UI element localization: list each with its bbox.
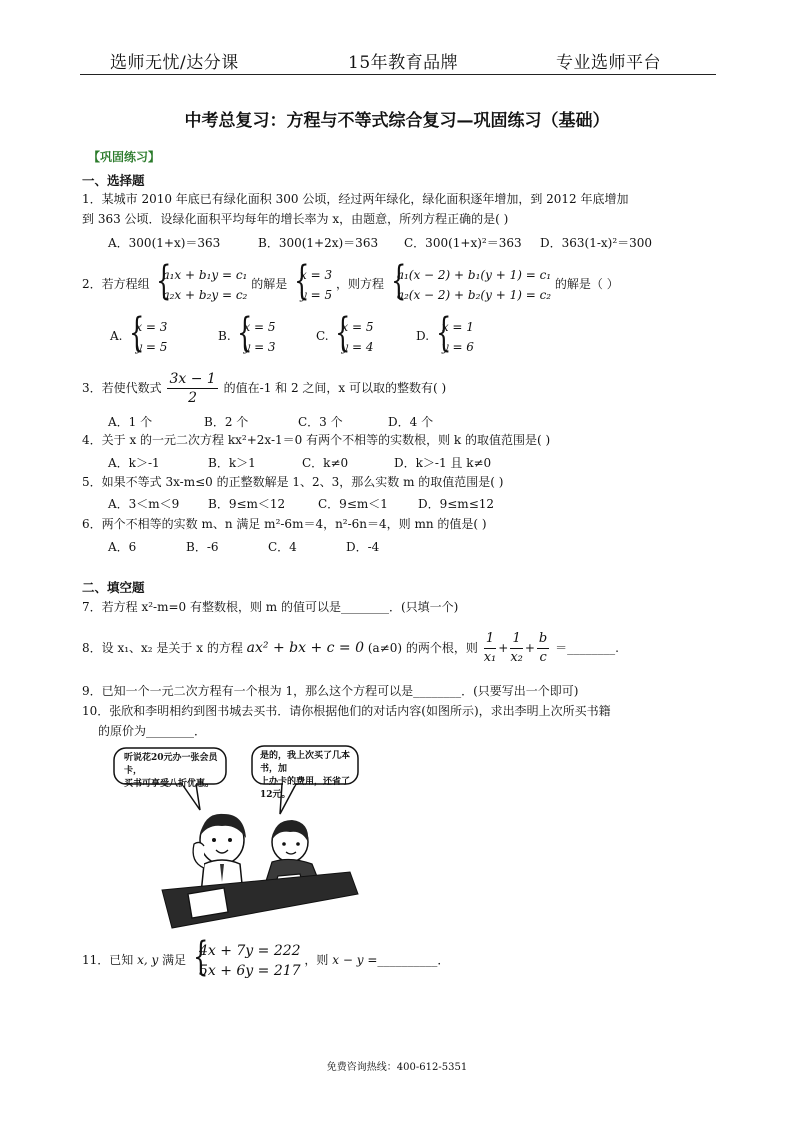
q11-system-row-1: { 4x + 7y = 222 bbox=[198, 942, 301, 959]
header-slogan: 15年教育品牌 bbox=[348, 53, 459, 73]
right-bubble-text bbox=[260, 750, 360, 802]
left-bubble-line-2: 买书可享受八折优惠。 bbox=[124, 779, 215, 789]
q2-option-b-label: B. bbox=[218, 329, 231, 343]
q3-option-a: A．1 个 bbox=[108, 415, 153, 429]
q2-suffix: 的解是（ ） bbox=[554, 277, 619, 291]
q2-option-c-row-2: y = 4 bbox=[341, 339, 374, 354]
q8: 8．设 x₁、x₂ 是关于 x 的方程 ax² + bx + c = 0 (a≠0) 的两个根，则 $\frac{1}{\text{x₁}}$ + $\frac{1}{\text{x₂}}$ + $\frac{b}{c}$ ＝________. bbox=[82, 631, 619, 665]
q2-system-3-row-1: { a₁(x − 2) + b₁(y + 1) = c₁ bbox=[396, 267, 552, 282]
q6-option-d: D．-4 bbox=[346, 540, 380, 554]
q6-option-b: B．-6 bbox=[186, 540, 219, 554]
q2-option-b-system bbox=[234, 317, 275, 357]
q4-option-c: C．k≠0 bbox=[302, 456, 349, 470]
q2-option-d-label: D. bbox=[416, 329, 430, 343]
q2 bbox=[82, 262, 619, 306]
q8-condition: (a≠0) 的两个根，则 bbox=[367, 641, 478, 655]
right-bubble-line-2: 上办卡的费用，还省了12元。 bbox=[260, 777, 351, 800]
q8-suffix: ＝________. bbox=[555, 641, 619, 655]
q4-option-d: D．k＞-1 且 k≠0 bbox=[394, 456, 492, 470]
q2-text-solution: 的解是 bbox=[251, 277, 288, 291]
q2-system-1 bbox=[153, 265, 247, 305]
q2-system-2 bbox=[291, 265, 332, 305]
q3-suffix: 的值在-1 和 2 之间，x 可以取的整数有( ) bbox=[223, 381, 447, 395]
q5-option-d: D．9≤m≤12 bbox=[418, 497, 495, 511]
q2-option-b-row-2: y = 3 bbox=[243, 339, 276, 354]
q2-option-a bbox=[110, 316, 167, 356]
q8-fraction-2 bbox=[510, 630, 523, 667]
q6-option-a: A．6 bbox=[108, 540, 137, 554]
q2-text-then: ，则方程 bbox=[335, 277, 384, 291]
q9: 9．已知一个一元二次方程有一个根为 1，那么这个方程可以是________．(只要写出一个即可) bbox=[82, 684, 579, 698]
q6: 6．两个不相等的实数 m、n 满足 m²-6m＝4，n²-6n＝4，则 mn 的值是( ) bbox=[82, 517, 487, 531]
q2-system-1-row-1: { a₁x + b₁y = c₁ bbox=[162, 267, 248, 282]
q2-option-d-row-1: { x = 1 bbox=[441, 319, 474, 334]
q11-suffix: =__________． bbox=[367, 953, 450, 967]
q3-numerator: 3x − 1 bbox=[169, 371, 216, 387]
q2-option-c bbox=[316, 316, 374, 356]
q2-option-a-label: A. bbox=[110, 329, 123, 343]
q3 bbox=[82, 368, 446, 408]
q2-option-a-row-2: y = 5 bbox=[135, 339, 168, 354]
q8-fraction-1-den: x₁ bbox=[483, 650, 497, 665]
q1-line1: 1．某城市 2010 年底已有绿化面积 300 公顷，经过两年绿化，绿化面积逐年增加，到 2012 年底增加 bbox=[82, 192, 629, 206]
header-platform: 专业选师平台 bbox=[556, 53, 661, 73]
q2-option-c-label: C. bbox=[316, 329, 329, 343]
q2-option-b bbox=[218, 316, 276, 356]
q2-system-2-row-1: { x = 3 bbox=[300, 267, 333, 282]
q2-system-2-row-2: y = 5 bbox=[300, 287, 333, 302]
q5: 5．如果不等式 3x-m≤0 的正整数解是 1、2、3，那么实数 m 的取值范围是( ) bbox=[82, 475, 504, 489]
header-brand: 选师无忧/达分课 bbox=[110, 53, 239, 73]
q11-text-then: ，则 bbox=[304, 953, 329, 967]
q2-option-c-system bbox=[332, 317, 373, 357]
page-title: 中考总复习：方程与不等式综合复习—巩固练习（基础） bbox=[184, 111, 610, 131]
q8-fraction-3-den: c bbox=[539, 650, 547, 665]
q8-prefix: 8．设 x₁、x₂ 是关于 x 的方程 bbox=[82, 641, 243, 655]
q3-denominator: 2 bbox=[188, 390, 198, 406]
q3-option-c: C．3 个 bbox=[298, 415, 343, 429]
part2-heading: 二、填空题 bbox=[82, 580, 145, 595]
q8-equation: ax² + bx + c = 0 bbox=[246, 640, 365, 656]
q6-option-c: C．4 bbox=[268, 540, 297, 554]
left-bubble-line-1: 听说花20元办一张会员卡， bbox=[124, 753, 218, 776]
footer-hotline: 免费咨询热线：400-612-5351 bbox=[326, 1062, 468, 1073]
q2-system-1-row-2: a₂x + b₂y = c₂ bbox=[162, 287, 248, 302]
q8-fraction-3 bbox=[537, 630, 549, 667]
q1-option-a: A．300(1+x)＝363 bbox=[108, 236, 221, 250]
q11-expression: x − y bbox=[332, 953, 364, 967]
q2-option-c-row-1: { x = 5 bbox=[341, 319, 374, 334]
q2-option-b-row-1: { x = 5 bbox=[243, 319, 276, 334]
q5-option-b: B．9≤m＜12 bbox=[208, 497, 286, 511]
q8-fraction-2-num: 1 bbox=[510, 630, 523, 649]
q3-fraction bbox=[167, 370, 217, 407]
q8-fraction-3-num: b bbox=[537, 630, 549, 649]
q10-line2: 的原价为________． bbox=[98, 724, 207, 738]
right-bubble-line-1: 是的，我上次买了几本书，加 bbox=[260, 751, 351, 774]
q8-fraction-1 bbox=[484, 630, 497, 667]
q5-option-a: A．3＜m＜9 bbox=[108, 497, 180, 511]
q8-fraction-2-den: x₂ bbox=[510, 650, 523, 665]
q1-option-d: D．363(1-x)²＝300 bbox=[540, 236, 653, 250]
q11-text-satisfy: 满足 bbox=[162, 953, 187, 967]
q2-option-d-row-2: y = 6 bbox=[441, 339, 474, 354]
q4: 4．关于 x 的一元二次方程 kx²+2x-1＝0 有两个不相等的实数根，则 k 的取值范围是( ) bbox=[82, 433, 551, 447]
q2-system-3 bbox=[388, 265, 551, 305]
q7: 7．若方程 x²-m=0 有整数根，则 m 的值可以是________．(只填一个) bbox=[82, 600, 459, 614]
q2-option-d-system bbox=[433, 317, 474, 357]
q4-option-b: B．k＞1 bbox=[208, 456, 256, 470]
part1-heading: 一、选择题 bbox=[82, 173, 145, 188]
q1-option-c: C．300(1+x)²＝363 bbox=[404, 236, 522, 250]
q11-system-row-2: 5x + 6y = 217 bbox=[198, 962, 301, 979]
q11 bbox=[82, 938, 449, 982]
header-divider bbox=[80, 74, 716, 75]
q8-fraction-1-num: 1 bbox=[484, 630, 497, 649]
q2-option-a-system bbox=[126, 317, 167, 357]
q11-prefix: 11．已知 bbox=[82, 953, 134, 967]
q2-option-a-row-1: { x = 3 bbox=[135, 319, 168, 334]
q11-system bbox=[190, 941, 301, 981]
q10-line1: 10．张欣和李明相约到图书城去买书．请你根据他们的对话内容(如图所示)，求出李明上次所买书籍 bbox=[82, 704, 611, 718]
q11-variables: x, y bbox=[137, 953, 159, 967]
q4-option-a: A．k＞-1 bbox=[108, 456, 160, 470]
left-bubble-text bbox=[124, 752, 224, 791]
q1-line2: 到 363 公顷．设绿化面积平均每年的增长率为 x，由题意，所列方程正确的是( ) bbox=[82, 212, 509, 226]
q2-system-3-row-2: a₂(x − 2) + b₂(y + 1) = c₂ bbox=[396, 287, 552, 302]
q3-option-d: D．4 个 bbox=[388, 415, 434, 429]
q1-option-b: B．300(1+2x)＝363 bbox=[258, 236, 379, 250]
book bbox=[188, 888, 228, 918]
q3-option-b: B．2 个 bbox=[204, 415, 249, 429]
q2-option-d bbox=[416, 316, 474, 356]
q3-prefix: 3．若使代数式 bbox=[82, 381, 162, 395]
q5-option-c: C．9≤m＜1 bbox=[318, 497, 388, 511]
q2-prefix: 2．若方程组 bbox=[82, 277, 150, 291]
section-tag: 【巩固练习】 bbox=[88, 150, 161, 164]
